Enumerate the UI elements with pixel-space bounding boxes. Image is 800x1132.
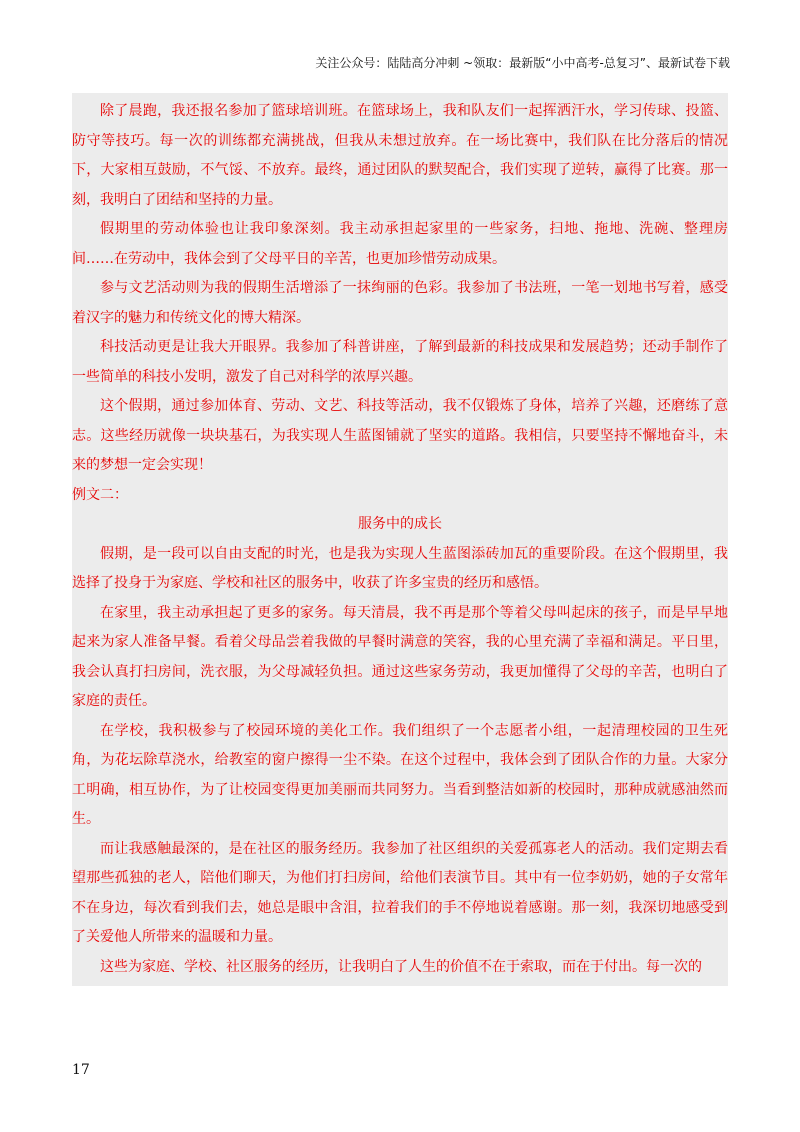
paragraph: 假期，是一段可以自由支配的时光，也是我为实现人生蓝图添砖加瓦的重要阶段。在这个假期里，我选择了投身于为家庭、学校和社区的服务中，收获了许多宝贵的经历和感悟。 (72, 545, 728, 591)
paragraph: 这个假期，通过参加体育、劳动、文艺、科技等活动，我不仅锻炼了身体，培养了兴趣，还磨练了意志。这些经历就像一块块基石，为我实现人生蓝图铺就了坚实的道路。我相信，只要坚持不懈地奋斗，未来的梦想一定会实现！ (72, 398, 728, 473)
paragraph: 科技活动更是让我大开眼界。我参加了科普讲座，了解到最新的科技成果和发展趋势；还动手制作了一些简单的科技小发明，激发了自己对科学的浓厚兴趣。 (72, 339, 728, 385)
page-number: 17 (72, 1062, 90, 1078)
paragraph: 参与文艺活动则为我的假期生活增添了一抹绚丽的色彩。我参加了书法班，一笔一划地书写着，感受着汉字的魅力和传统文化的博大精深。 (72, 280, 728, 326)
paragraph: 在学校，我积极参与了校园环境的美化工作。我们组织了一个志愿者小组，一起清理校园的卫生死角，为花坛除草浇水，给教室的窗户擦得一尘不染。在这个过程中，我体会到了团队合作的力量。大家分工明确，相互协作，为了让校园变得更加美丽而共同努力。当看到整洁如新的校园时，那种成就感油然而生。 (72, 722, 728, 827)
paragraph: 在家里，我主动承担起了更多的家务。每天清晨，我不再是那个等着父母叫起床的孩子，而是早早地起来为家人准备早餐。看着父母品尝着我做的早餐时满意的笑容，我的心里充满了幸福和满足。平日里，我会认真打扫房间，洗衣服，为父母减轻负担。通过这些家务劳动，我更加懂得了父母的辛苦，也明白了家庭的责任。 (72, 604, 728, 709)
paragraph: 这些为家庭、学校、社区服务的经历，让我明白了人生的价值不在于索取，而在于付出。每一次的 (100, 958, 702, 975)
paragraph: 假期里的劳动体验也让我印象深刻。我主动承担起家里的一些家务，扫地、拖地、洗碗、整理房间……在劳动中，我体会到了父母平日的辛苦，也更加珍惜劳动成果。 (72, 221, 728, 267)
example-label: 例文二： (72, 486, 128, 503)
document-body (72, 93, 728, 986)
paragraph: 而让我感触最深的，是在社区的服务经历。我参加了社区组织的关爱孤寡老人的活动。我们定期去看望那些孤独的老人，陪他们聊天，为他们打扫房间，给他们表演节目。其中有一位李奶奶，她的子女常年不在身边，每次看到我们去，她总是眼中含泪，拉着我们的手不停地说着感谢。那一刻，我深切地感受到了关爱他人所带来的温暖和力量。 (72, 840, 728, 945)
essay-title: 服务中的成长 (358, 516, 442, 532)
paragraph: 除了晨跑，我还报名参加了篮球培训班。在篮球场上，我和队友们一起挥洒汗水，学习传球、投篮、防守等技巧。每一次的训练都充满挑战，但我从未想过放弃。在一场比赛中，我们队在比分落后的情况下，大家相互鼓励，不气馁、不放弃。最终，通过团队的默契配合，我们实现了逆转，赢得了比赛。那一刻，我明白了团结和坚持的力量。 (72, 103, 728, 208)
page-header: 关注公众号：陆陆高分冲刺 ~领取：最新版“小中高考-总复习”、最新试卷下载 (315, 56, 730, 70)
